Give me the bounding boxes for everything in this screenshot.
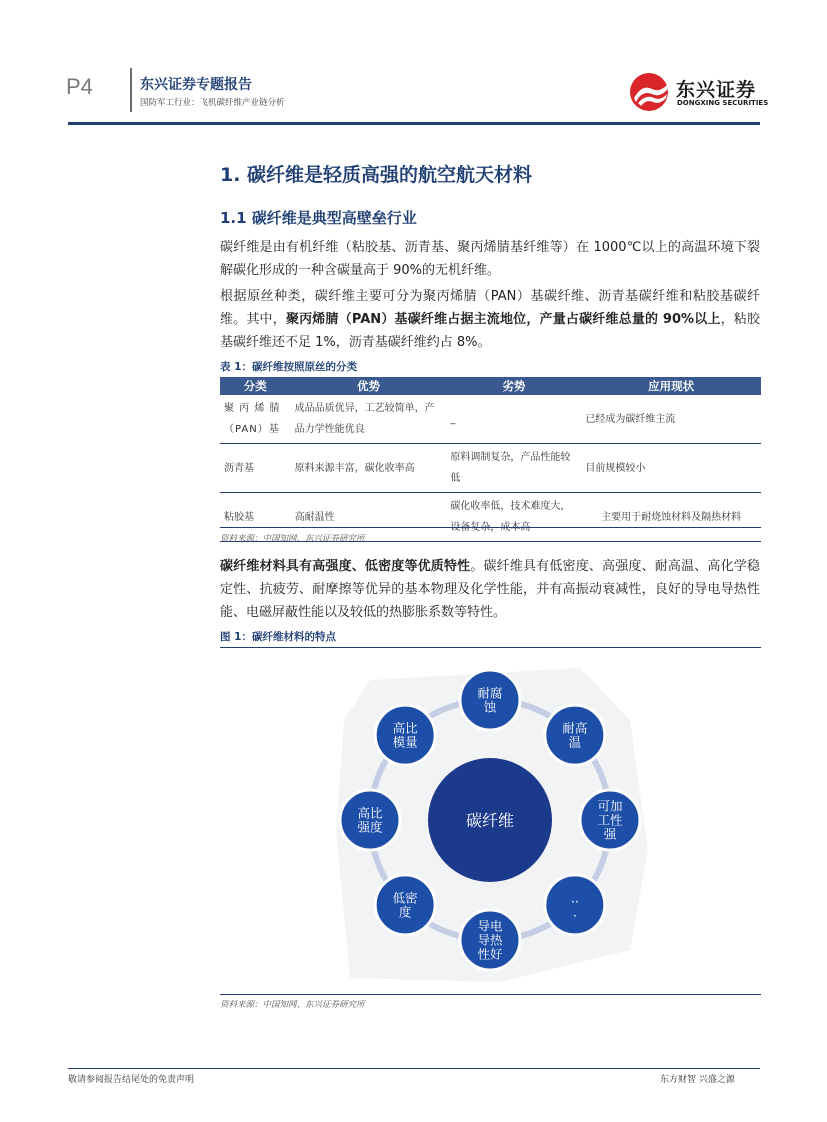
table-cell: 目前规模较小	[581, 444, 761, 493]
header-rule	[68, 122, 760, 125]
property-node-label: 耐腐蚀	[477, 685, 503, 715]
table-cell: 聚 丙 烯 腈（PAN）基	[220, 395, 291, 444]
figure-caption: 图 1：碳纤维材料的特点	[220, 631, 336, 643]
table-cell: 主要用于耐烧蚀材料及隔热材料	[581, 493, 761, 542]
paragraph-definition: 碳纤维是由有机纤维（粘胶基、沥青基、聚丙烯腈基纤维等）在 1000℃以上的高温环境下裂解碳化形成的一种含碳量高于 90%的无机纤维。	[220, 240, 760, 278]
figure-source-rule	[220, 994, 761, 995]
table-cell: 已经成为碳纤维主流	[581, 395, 761, 444]
report-subtitle: 国防军工行业：飞机碳纤维产业链分析	[140, 98, 285, 108]
table-cell: 沥青基	[220, 444, 291, 493]
property-node-label: 可加工性强	[597, 798, 623, 842]
paragraph-text: 根据原丝种类，碳纤维主要可分为聚丙烯腈（PAN）基碳纤维、沥青基碳纤维和粘胶基碳纤维。其中，	[220, 289, 760, 327]
property-node-label: 高比强度	[357, 805, 383, 835]
property-node-label: .. .	[570, 890, 579, 920]
logo-text-cn: 东兴证券	[676, 79, 757, 101]
table-header-cell: 劣势	[446, 377, 581, 395]
table-cell: 原料来源丰富，碳化收率高	[291, 444, 447, 493]
classification-table	[220, 377, 761, 542]
table-cell: 粘胶基	[220, 493, 291, 542]
table-caption: 表 1：碳纤维按照原丝的分类	[220, 361, 357, 373]
paragraph-text: 。碳纤维具有低密度、高强度、耐高温、高化学稳定性、抗疲劳、耐摩擦等优异的基本物理及化学性能，并有高振动衰减性，良好的导电导热性能、电磁屏蔽性能以及较低的热膨胀系数等特性。	[220, 559, 760, 620]
dongxing-logo-icon	[628, 72, 674, 112]
footer-disclaimer: 敬请参阅报告结尾处的免责声明	[68, 1075, 195, 1085]
report-title: 东兴证券专题报告	[140, 77, 252, 93]
table-header-cell: 优势	[291, 377, 447, 395]
table-cell: _	[446, 395, 581, 444]
table-cell: 碳化收率低，技术难度大，	[446, 493, 581, 542]
center-label: 碳纤维	[465, 811, 515, 830]
paragraph-emphasis: 聚丙烯腈（PAN）基碳纤维占据主流地位，产量占碳纤维总量的 90%以上	[285, 312, 721, 327]
table-cell: 高耐温性	[291, 493, 447, 542]
figure-caption-rule	[220, 647, 761, 648]
property-node-label: 高比模量	[392, 720, 418, 750]
table-cell: 原料调制复杂，产品性能较低	[446, 444, 581, 493]
paragraph-classification	[220, 285, 760, 354]
section-heading: 1. 碳纤维是轻质高强的航空航天材料	[220, 164, 533, 186]
property-node-label: 低密度	[392, 890, 418, 920]
table-source: 资料来源：中国知网、东兴证券研究所	[220, 534, 365, 544]
header-divider	[130, 68, 132, 112]
property-node-label: 耐高温	[562, 720, 588, 750]
figure-source: 资料来源：中国知网、东兴证券研究所	[220, 1000, 365, 1010]
logo-text-en: DONGXING SECURITIES	[677, 99, 769, 107]
footer-rule	[68, 1068, 760, 1069]
paragraph-properties	[220, 555, 760, 624]
properties-diagram	[330, 660, 650, 990]
property-node-label: 导电导热性好	[477, 918, 503, 962]
table-cell: 成品品质优异，工艺较简单，产品力学性能优良	[291, 395, 447, 444]
table-row	[220, 444, 761, 493]
table-header-cell: 分类	[220, 377, 291, 395]
paragraph-text: ，粘胶基碳纤维还不足 1%，沥青基碳纤维约占 8%。	[220, 312, 760, 350]
table-row	[220, 395, 761, 444]
page-number: P4	[66, 74, 93, 99]
footer-slogan: 东方财智 兴盛之源	[660, 1075, 735, 1085]
subsection-heading: 1.1 碳纤维是典型高壁垒行业	[220, 209, 417, 227]
paragraph-emphasis: 碳纤维材料具有高强度、低密度等优质特性	[220, 559, 471, 574]
table-header-row	[220, 377, 761, 395]
table-source-rule	[220, 527, 761, 528]
table-header-cell: 应用现状	[581, 377, 761, 395]
